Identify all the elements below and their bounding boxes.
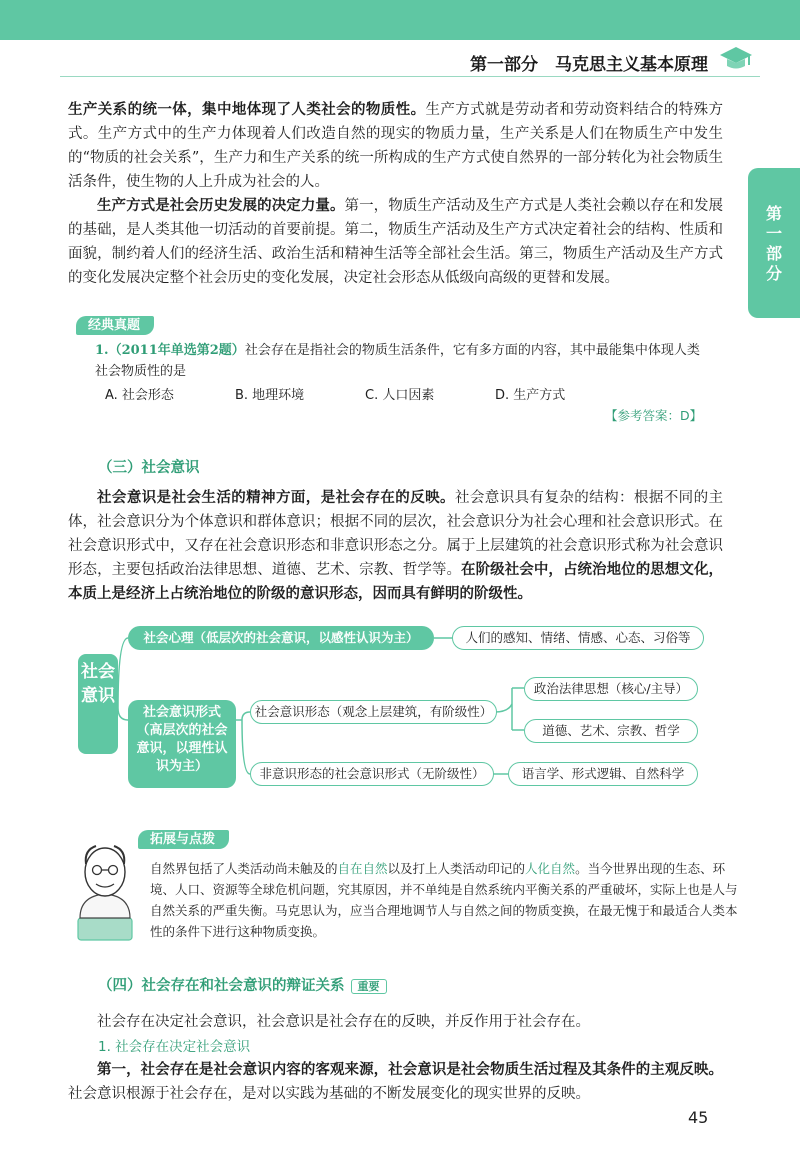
social-consciousness-diagram: [60, 620, 760, 810]
graduation-cap-icon: [718, 44, 754, 72]
reference-answer: 【参考答案：D】: [605, 408, 703, 423]
section-4-paragraph-1: 社会存在决定社会意识，社会意识是社会存在的反映，并反作用于社会存在。: [97, 1014, 590, 1030]
diagram-social-psychology: 社会心理（低层次的社会意识，以感性认识为主）: [128, 626, 434, 650]
tip-label: 拓展与点拨: [138, 830, 229, 849]
option-c: C. 人口因素: [365, 388, 435, 403]
tip-text: 自然界包括了人类活动尚未触及的自在自然以及打上人类活动印记的人化自然。当今世界出现的生态、环境、人口、资源等全球危机问题，究其原因，并不单纯是自然系统内平衡关系的严重破坏，实际上也是人与自然关系的严重失衡。马克思认为，应当合理地调节人与自然之间的物质变换，在最无愧于和最适合人类本性的条件下进行这种物质变换。: [150, 861, 738, 939]
professor-cartoon-illustration: [70, 838, 140, 943]
diagram-root: 社会意识: [78, 654, 118, 754]
diagram-consciousness-forms: 社会意识形式（高层次的社会意识，以理性认识为主）: [128, 700, 236, 788]
top-color-band: [0, 0, 800, 40]
side-tab: 第一部分: [748, 168, 800, 318]
section-4-subtitle: 1. 社会存在决定社会意识: [98, 1039, 251, 1055]
important-badge: 重要: [351, 979, 387, 994]
diagram-ideology-others: 道德、艺术、宗教、哲学: [524, 719, 698, 743]
running-header: 第一部分 马克思主义基本原理: [470, 55, 708, 75]
option-b: B. 地理环境: [235, 388, 305, 403]
intro-paragraph-2: 生产方式是社会历史发展的决定力量。第一，物质生产活动及生产方式是人类社会赖以存在和发展的基础，是人类其他一切活动的首要前提。第二，物质生产活动及生产方式决定着社会的结构、性质和面貌，制约着人们的经济生活、政治生活和精神生活等全部社会生活。第三，物质生产活动及生产方式的变化发展决定整个社会历史的变化发展，决定社会形态从低级向高级的更替和发展。: [68, 197, 724, 286]
question-stem: 1.（2011年单选第2题）社会存在是指社会的物质生活条件，它有多方面的内容，其中最能集中体现人类社会物质性的是: [95, 343, 700, 379]
page-number: 45: [688, 1108, 709, 1127]
option-a: A. 社会形态: [105, 388, 174, 403]
header-rule: [60, 76, 760, 77]
diagram-non-ideology-items: 语言学、形式逻辑、自然科学: [508, 762, 698, 786]
diagram-psychology-detail: 人们的感知、情绪、情感、心态、习俗等: [452, 626, 704, 650]
option-d: D. 生产方式: [495, 388, 566, 403]
section-3-paragraph: 社会意识是社会生活的精神方面，是社会存在的反映。社会意识具有复杂的结构：根据不同的主体，社会意识分为个体意识和群体意识；根据不同的层次，社会意识分为社会心理和社会意识形式。在社会意识形式中，又存在社会意识形态和非意识形态之分。属于上层建筑的社会意识形式称为社会意识形态，主要包括政治法律思想、道德、艺术、宗教、哲学等。在阶级社会中，占统治地位的思想文化，本质上是经济上占统治地位的阶级的意识形态，因而具有鲜明的阶级性。: [68, 489, 724, 602]
diagram-non-ideology: 非意识形态的社会意识形式（无阶级性）: [250, 762, 494, 786]
section-4-title: （四）社会存在和社会意识的辩证关系 重要: [98, 974, 387, 995]
diagram-ideology: 社会意识形态（观念上层建筑，有阶级性）: [250, 700, 497, 724]
diagram-ideology-core: 政治法律思想（核心/主导）: [524, 677, 698, 701]
intro-paragraph-1: 生产关系的统一体，集中地体现了人类社会的物质性。生产方式就是劳动者和劳动资料结合的特殊方式。生产方式中的生产力体现着人们改造自然的现实的物质力量，生产关系是人们在物质生产中发生的“物质的社会关系”，生产力和生产关系的统一所构成的生产方式使自然界的一部分转化为社会物质生活条件，使生物的人上升成为社会的人。: [68, 101, 724, 190]
section-3-title: （三）社会意识: [98, 459, 200, 476]
classic-question-label: 经典真题: [76, 316, 154, 335]
section-4-paragraph-2: 第一，社会存在是社会意识内容的客观来源，社会意识是社会物质生活过程及其条件的主观反映。社会意识根源于社会存在，是对以实践为基础的不断发展变化的现实世界的反映。: [68, 1061, 723, 1102]
